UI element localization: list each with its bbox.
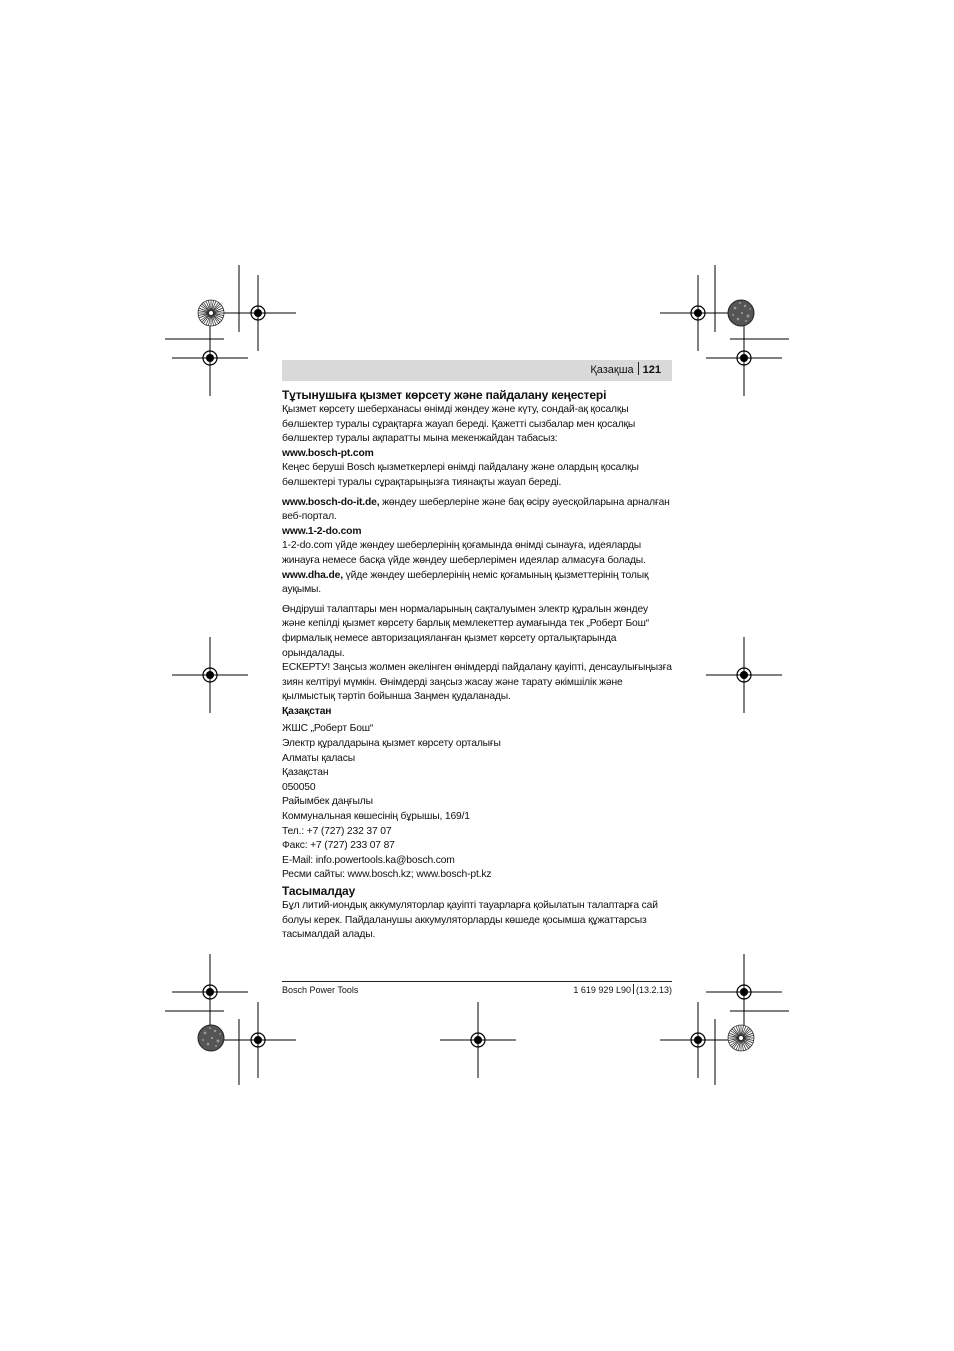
- phone-line: Тел.: +7 (727) 232 37 07: [282, 825, 392, 837]
- warning-paragraph: ЕСКЕРТУ! Заңсыз жолмен әкелінген өнімдерді пайдалану қауіпті, денсаулығыңызға зиян келтіруі мүмкін. Өнімдерді заңсыз жасау және тарату әкімшілік және қылмыстық тәртіп бойынша Заңмен қудаланады.: [282, 662, 672, 703]
- section-title-customer-service: Тұтынушыға қызмет көрсету және пайдалану кеңестері: [282, 388, 607, 402]
- service-address-block: [282, 722, 674, 883]
- fax-line: Факс: +7 (727) 233 07 87: [282, 840, 395, 852]
- 1-2-do-description: 1-2-do.com үйде жөндеу шеберлерінің қоғамында өнімді сынауға, идеяларды жинауға немесе басқа үйде жөндеу шеберлерімен идеялар алмасуға болады.: [282, 540, 646, 566]
- address-country-heading: Қазақстан: [282, 705, 332, 717]
- dha-paragraph: [282, 569, 674, 598]
- bosch-pt-description: Кеңес беруші Bosch қызметкерлері өнімді пайдалану және олардың қосалқы бөлшектері туралы сұрақтарыңызға тиянақты жауап береді.: [282, 462, 639, 488]
- footer-rule: [282, 981, 672, 982]
- bosch-do-it-paragraph: [282, 496, 674, 525]
- footer-doc-code: [573, 984, 672, 996]
- page-number: 121: [642, 364, 661, 376]
- running-header: [282, 360, 672, 381]
- link-bosch-pt[interactable]: www.bosch-pt.com: [282, 447, 374, 459]
- warranty-paragraph: Өндіруші талаптары мен нормаларының сақталуымен электр құралын жөндеу және кепілді қызмет көрсету барлық мемлекеттер аумағында тек „Роберт Бош“ фирмалық немесе авторизацияланған қызмет көрсету орталықтарында орындалады.: [282, 603, 650, 659]
- footer-brand: Bosch Power Tools: [282, 985, 359, 995]
- address-line: 050050: [282, 781, 316, 793]
- address-line: Алматы қаласы: [282, 752, 355, 764]
- footer-divider: [633, 984, 634, 994]
- footer-date: (13.2.13): [635, 985, 672, 995]
- address-line: Райымбек даңғылы: [282, 796, 373, 808]
- main-content: [282, 387, 674, 943]
- address-line: Коммунальная көшесінің бұрышы, 169/1: [282, 811, 470, 823]
- dha-description: үйде жөндеу шеберлерінің неміс қоғамының қызметтерінің толық ауқымы.: [282, 569, 649, 596]
- address-line: ЖШС „Роберт Бош“: [282, 723, 374, 735]
- footer-part-number: 1 619 929 L90: [573, 985, 631, 995]
- section-title-transport: Тасымалдау: [282, 884, 356, 898]
- link-1-2-do[interactable]: www.1-2-do.com: [282, 525, 362, 537]
- bosch-do-it-description: жөндеу шеберлеріне және бақ өсіру әуесқойларына арналған веб-портал.: [282, 496, 670, 523]
- email-line: E-Mail: info.powertools.ka@bosch.com: [282, 854, 455, 866]
- link-bosch-do-it[interactable]: www.bosch-do-it.de,: [282, 496, 380, 508]
- header-divider: [638, 362, 639, 375]
- transport-paragraph: Бұл литий-иондық аккумуляторлар қауіпті тауарларға қойылатын талаптарға сай болуы керек. Пайдаланушы аккумуляторларды көшеде қосымша құжаттарсыз тасымалдай алады.: [282, 900, 658, 941]
- link-dha[interactable]: www.dha.de,: [282, 569, 343, 581]
- address-line: Электр құралдарына қызмет көрсету орталығы: [282, 738, 501, 750]
- service-intro-paragraph: Қызмет көрсету шеберханасы өнімді жөндеу және күту, сондай-ақ қосалқы бөлшектер туралы сұрақтарға жауап береді. Қажетті сызбалар мен қосалқы бөлшектер туралы ақпаратты мына мекенжайдан табасыз:: [282, 404, 636, 445]
- header-section-name: Қазақша: [590, 364, 634, 376]
- website-line: Ресми сайты: www.bosch.kz; www.bosch-pt.kz: [282, 869, 492, 881]
- address-line: Қазақстан: [282, 767, 329, 779]
